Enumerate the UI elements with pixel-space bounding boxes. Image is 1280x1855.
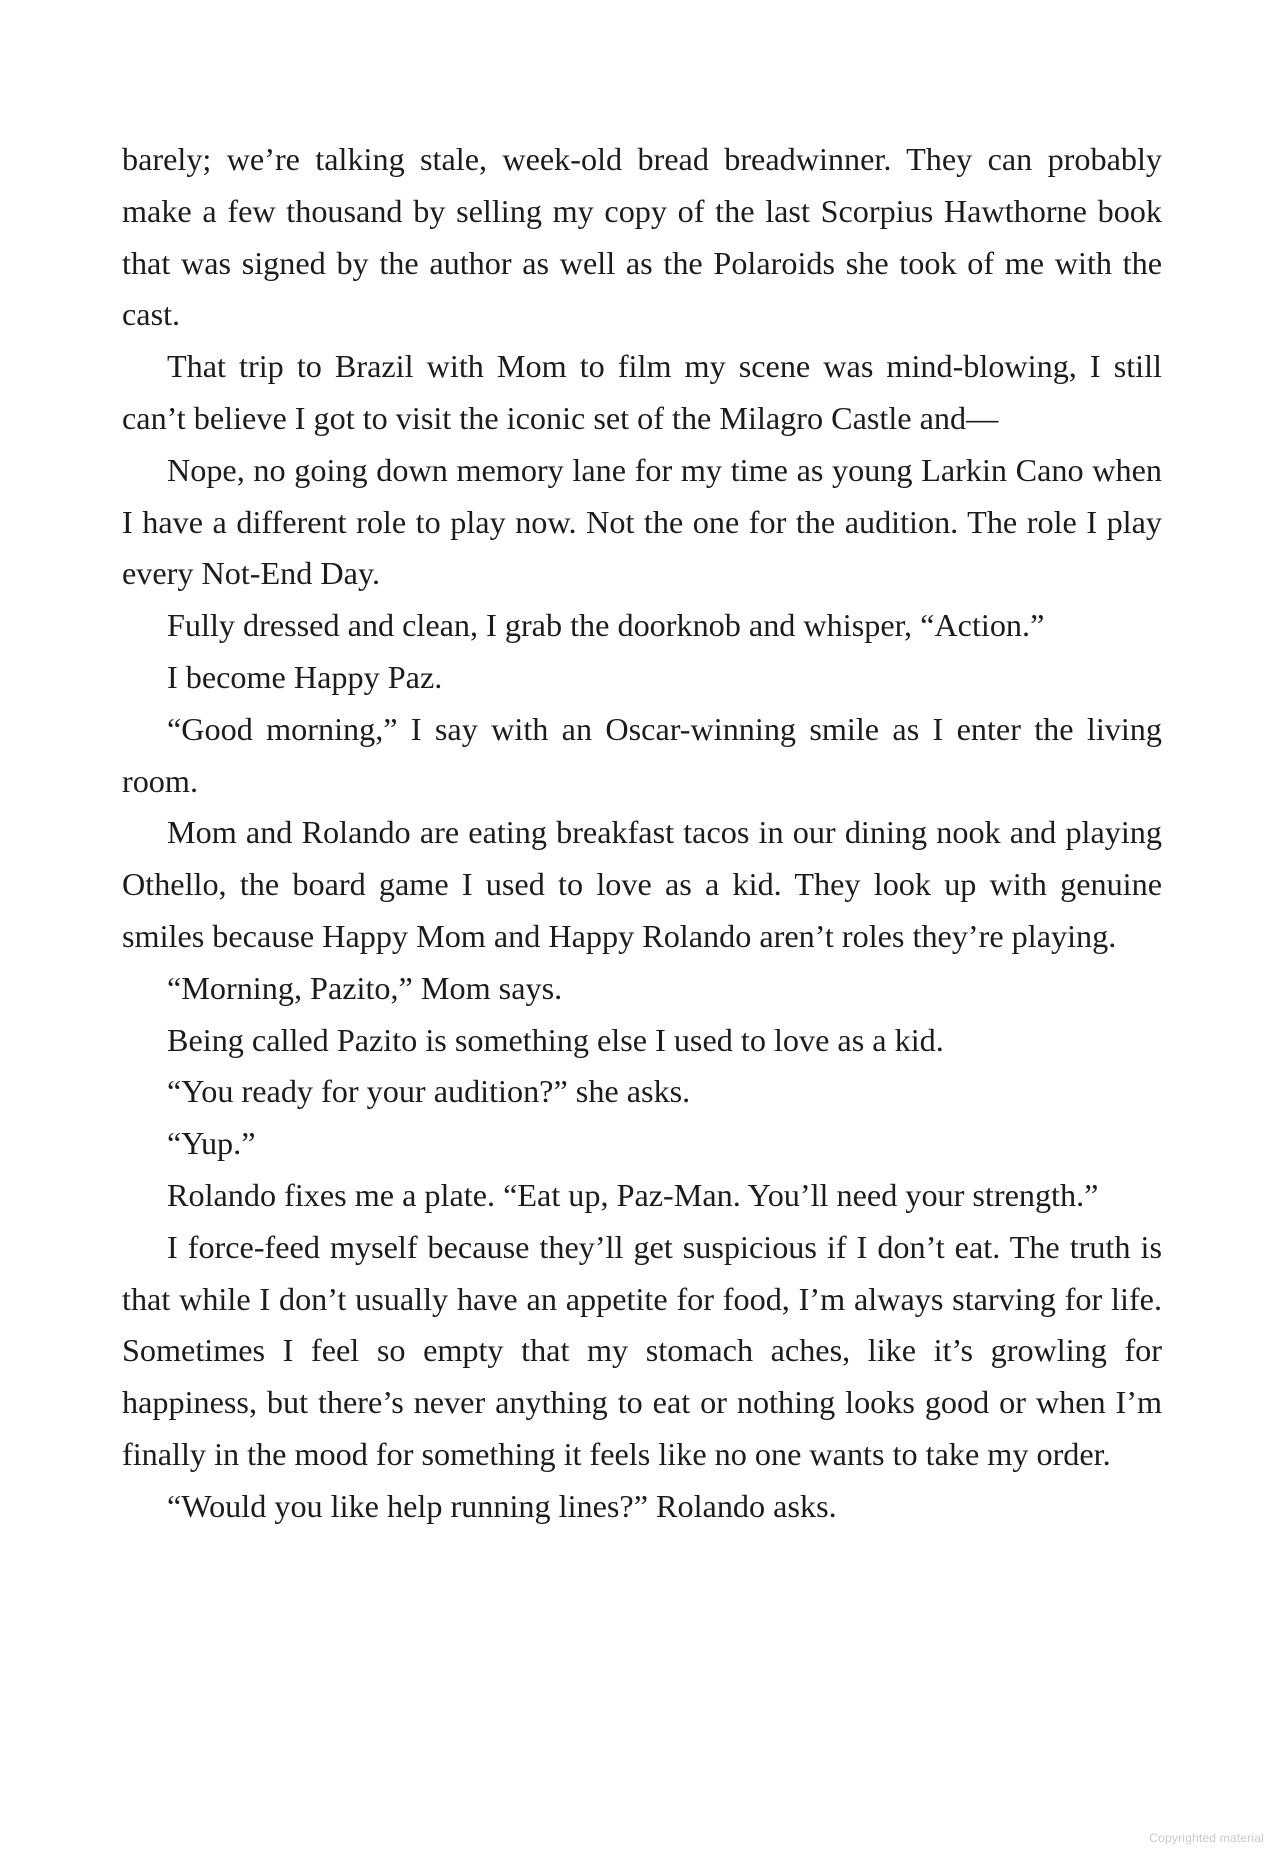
paragraph-8: “Morning, Pazito,” Mom says. (167, 969, 563, 1006)
paragraph-11: “Yup.” (167, 1125, 256, 1162)
paragraph-2: That trip to Brazil with Mom to film my scene was mind-blowing, I still can’t believe I got to visit the iconic set of the Milagro Castle and— (122, 348, 1162, 436)
paragraph-10: “You ready for your audition?” she asks. (167, 1073, 691, 1110)
paragraph-5: I become Happy Paz. (167, 658, 443, 695)
paragraph-14: “Would you like help running lines?” Rolando asks. (167, 1487, 837, 1524)
paragraph-3: Nope, no going down memory lane for my time as young Larkin Cano when I have a different role to play now. Not the one for the audition. The role I play every Not-End Day. (122, 451, 1162, 592)
paragraph-7: Mom and Rolando are eating breakfast tacos in our dining nook and playing Othello, the board game I used to love as a kid. They look up with genuine smiles because Happy Mom and Happy Rolando aren’t roles they’re playing. (122, 814, 1162, 954)
paragraph-4: Fully dressed and clean, I grab the doorknob and whisper, “Action.” (167, 607, 1045, 644)
copyright-watermark: Copyrighted material (1149, 1831, 1264, 1845)
paragraph-13: I force-feed myself because they’ll get suspicious if I don’t eat. The truth is that while I don’t usually have an appetite for food, I’m always starving for life. Sometimes I feel so empty that my stomach aches, like it’s growling for happiness, but there’s never anything to eat or nothing looks good or when I’m finally in the mood for something it feels like no one wants to take my order. (122, 1228, 1162, 1472)
paragraph-9: Being called Pazito is something else I used to love as a kid. (167, 1021, 944, 1058)
book-page-body (122, 134, 1162, 1533)
paragraph-1: barely; we’re talking stale, week-old bread breadwinner. They can probably make a few thousand by selling my copy of the last Scorpius Hawthorne book that was signed by the author as well as the Polaroids she took of me with the cast. (122, 141, 1162, 333)
paragraph-12: Rolando fixes me a plate. “Eat up, Paz-Man. You’ll need your strength.” (167, 1176, 1099, 1213)
paragraph-6: “Good morning,” I say with an Oscar-winning smile as I enter the living room. (122, 710, 1162, 799)
